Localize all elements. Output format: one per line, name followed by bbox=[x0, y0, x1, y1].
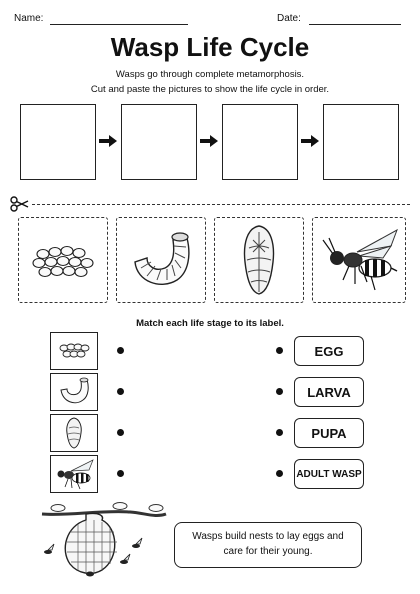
cutout-pupa[interactable] bbox=[214, 217, 304, 303]
cut-line bbox=[32, 204, 410, 205]
match-dot-left[interactable] bbox=[117, 470, 124, 477]
label-adult-wasp: ADULT WASP bbox=[294, 459, 364, 489]
wasp-nest-illustration bbox=[40, 500, 170, 588]
arrow-right-icon bbox=[200, 134, 218, 148]
match-dot-right[interactable] bbox=[276, 388, 283, 395]
paste-box-2[interactable] bbox=[121, 104, 197, 180]
cutout-larva[interactable] bbox=[116, 217, 206, 303]
instruction-line-2: Cut and paste the pictures to show the life cycle in order. bbox=[90, 84, 330, 95]
cutout-eggs[interactable] bbox=[18, 217, 108, 303]
page-title: Wasp Life Cycle bbox=[110, 32, 310, 62]
paste-box-3[interactable] bbox=[222, 104, 298, 180]
date-field[interactable] bbox=[309, 24, 401, 25]
arrow-right-icon bbox=[99, 134, 117, 148]
match-dot-left[interactable] bbox=[117, 388, 124, 395]
match-heading: Match each life stage to its label. bbox=[136, 318, 284, 329]
fact-line-1: Wasps build nests to lay eggs and bbox=[192, 531, 344, 542]
arrow-right-icon bbox=[301, 134, 319, 148]
match-dot-left[interactable] bbox=[117, 347, 124, 354]
match-image-adult-wasp bbox=[50, 455, 98, 493]
match-dot-left[interactable] bbox=[117, 429, 124, 436]
paste-box-1[interactable] bbox=[20, 104, 96, 180]
label-egg: EGG bbox=[294, 336, 364, 366]
label-larva: LARVA bbox=[294, 377, 364, 407]
match-dot-right[interactable] bbox=[276, 347, 283, 354]
fact-box bbox=[174, 522, 362, 568]
match-dot-right[interactable] bbox=[276, 429, 283, 436]
larva-illustration bbox=[117, 218, 205, 302]
eggs-illustration bbox=[19, 218, 107, 302]
match-dot-right[interactable] bbox=[276, 470, 283, 477]
name-label: Name: bbox=[14, 13, 44, 24]
paste-box-4[interactable] bbox=[323, 104, 399, 180]
label-pupa: PUPA bbox=[294, 418, 364, 448]
name-field[interactable] bbox=[50, 24, 188, 25]
match-image-larva bbox=[50, 373, 98, 411]
instruction-line-1: Wasps go through complete metamorphosis. bbox=[115, 69, 305, 80]
wasp-illustration bbox=[313, 218, 405, 302]
match-image-pupa bbox=[50, 414, 98, 452]
pupa-illustration bbox=[215, 218, 303, 302]
date-label: Date: bbox=[277, 13, 301, 24]
scissors-icon bbox=[10, 196, 30, 212]
cutout-adult-wasp[interactable] bbox=[312, 217, 406, 303]
match-image-eggs bbox=[50, 332, 98, 370]
fact-line-2: care for their young. bbox=[223, 546, 313, 557]
